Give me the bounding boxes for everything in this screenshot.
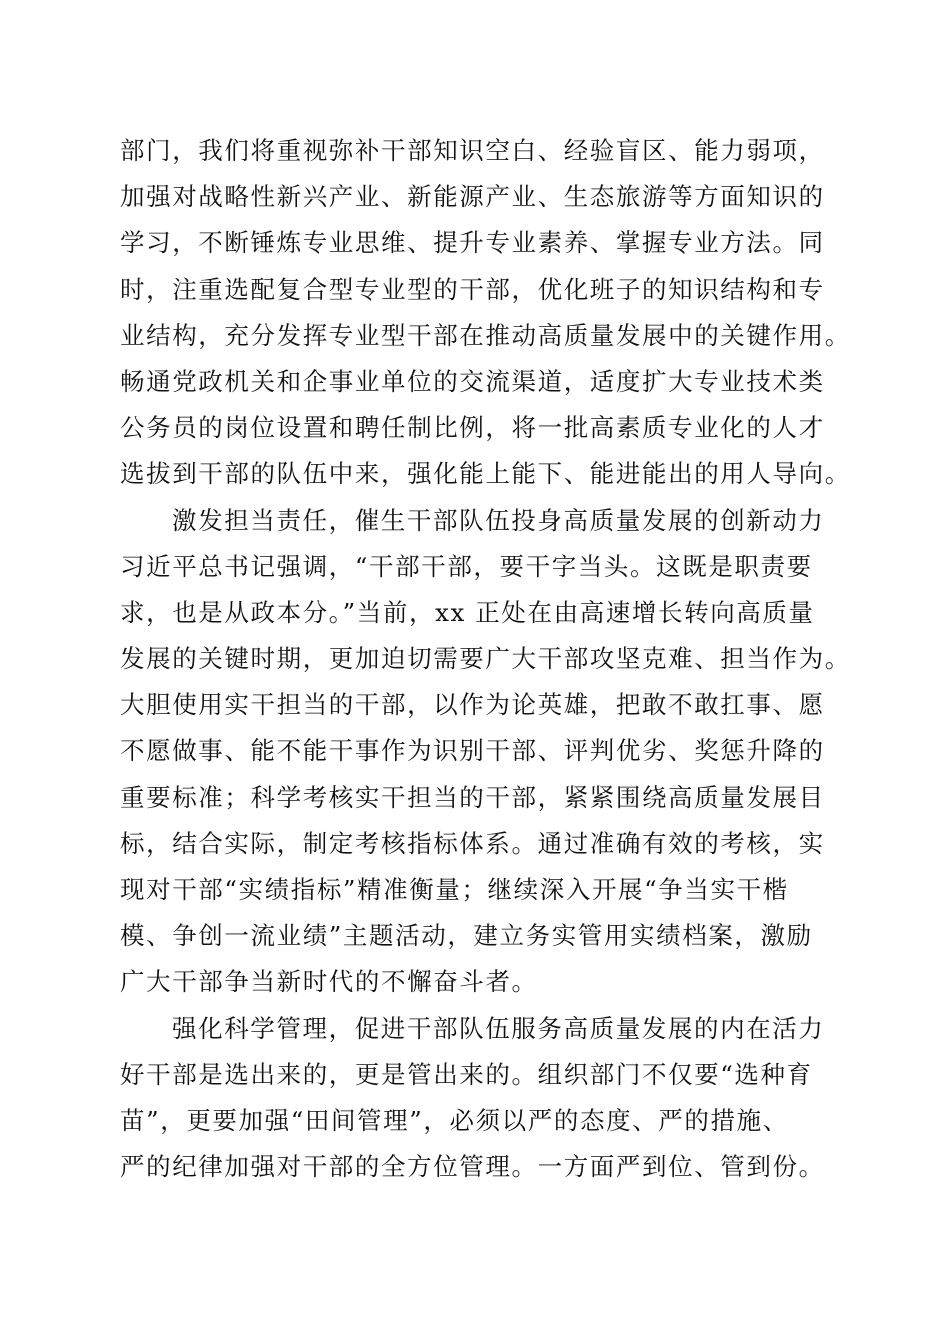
section-2 xyxy=(120,498,850,1006)
text-line: 广大干部争当新时代的不懈奋斗者。 xyxy=(120,967,538,997)
text-line: 模、争创一流业绩”主题活动，建立务实管用实绩档案，激励 xyxy=(120,921,813,951)
text-line: 不愿做事、能不能干事作为识别干部、评判优劣、奖惩升降的 xyxy=(120,736,825,766)
text-line: 好干部是选出来的，更是管出来的。组织部门不仅要“选种育 xyxy=(120,1059,813,1089)
document-body xyxy=(120,128,850,1190)
section-heading: 强化科学管理，促进干部队伍服务高质量发展的内在活力 xyxy=(172,1013,825,1043)
text-line: 求，也是从政本分。”当前，xx 正处在由高速增长转向高质量 xyxy=(120,597,815,627)
text-line: 部门，我们将重视弥补干部知识空白、经验盲区、能力弱项， xyxy=(120,136,825,165)
text-line: 现对干部“实绩指标”精准衡量；继续深入开展“争当实干楷 xyxy=(120,875,789,904)
text-line: 大胆使用实干担当的干部，以作为论英雄，把敢不敢扛事、愿 xyxy=(120,690,825,720)
text-line: 发展的关键时期，更加迫切需要广大干部攻坚克难、担当作为。 xyxy=(120,644,851,674)
text-line: 选拔到干部的队伍中来，强化能上能下、能进能出的用人导向。 xyxy=(120,459,851,489)
text-line: 加强对战略性新兴产业、新能源产业、生态旅游等方面知识的 xyxy=(120,182,825,212)
text-line: 苗”，更要加强“田间管理”，必须以严的态度、严的措施、 xyxy=(120,1105,789,1135)
text-line: 严的纪律加强对干部的全方位管理。一方面严到位、管到份。 xyxy=(120,1152,825,1182)
text-line: 学习，不断锤炼专业思维、提升专业素养、掌握专业方法。同 xyxy=(120,228,825,258)
section-3 xyxy=(120,1006,850,1191)
section-heading: 激发担当责任，催生干部队伍投身高质量发展的创新动力 xyxy=(172,505,825,535)
text-line: 公务员的岗位设置和聘任制比例，将一批高素质专业化的人才 xyxy=(120,413,825,443)
text-line: 习近平总书记强调，“干部干部，要干字当头。这既是职责要 xyxy=(120,551,813,581)
text-line: 业结构，充分发挥专业型干部在推动高质量发展中的关键作用。 xyxy=(120,320,851,350)
text-line: 畅通党政机关和企事业单位的交流渠道，适度扩大专业技术类 xyxy=(120,366,825,396)
paragraph-continuation xyxy=(120,128,850,498)
text-line: 时，注重选配复合型专业型的干部，优化班子的知识结构和专 xyxy=(120,274,825,304)
text-line: 标，结合实际，制定考核指标体系。通过准确有效的考核，实 xyxy=(120,828,825,858)
text-line: 重要标准；科学考核实干担当的干部，紧紧围绕高质量发展目 xyxy=(120,782,825,812)
